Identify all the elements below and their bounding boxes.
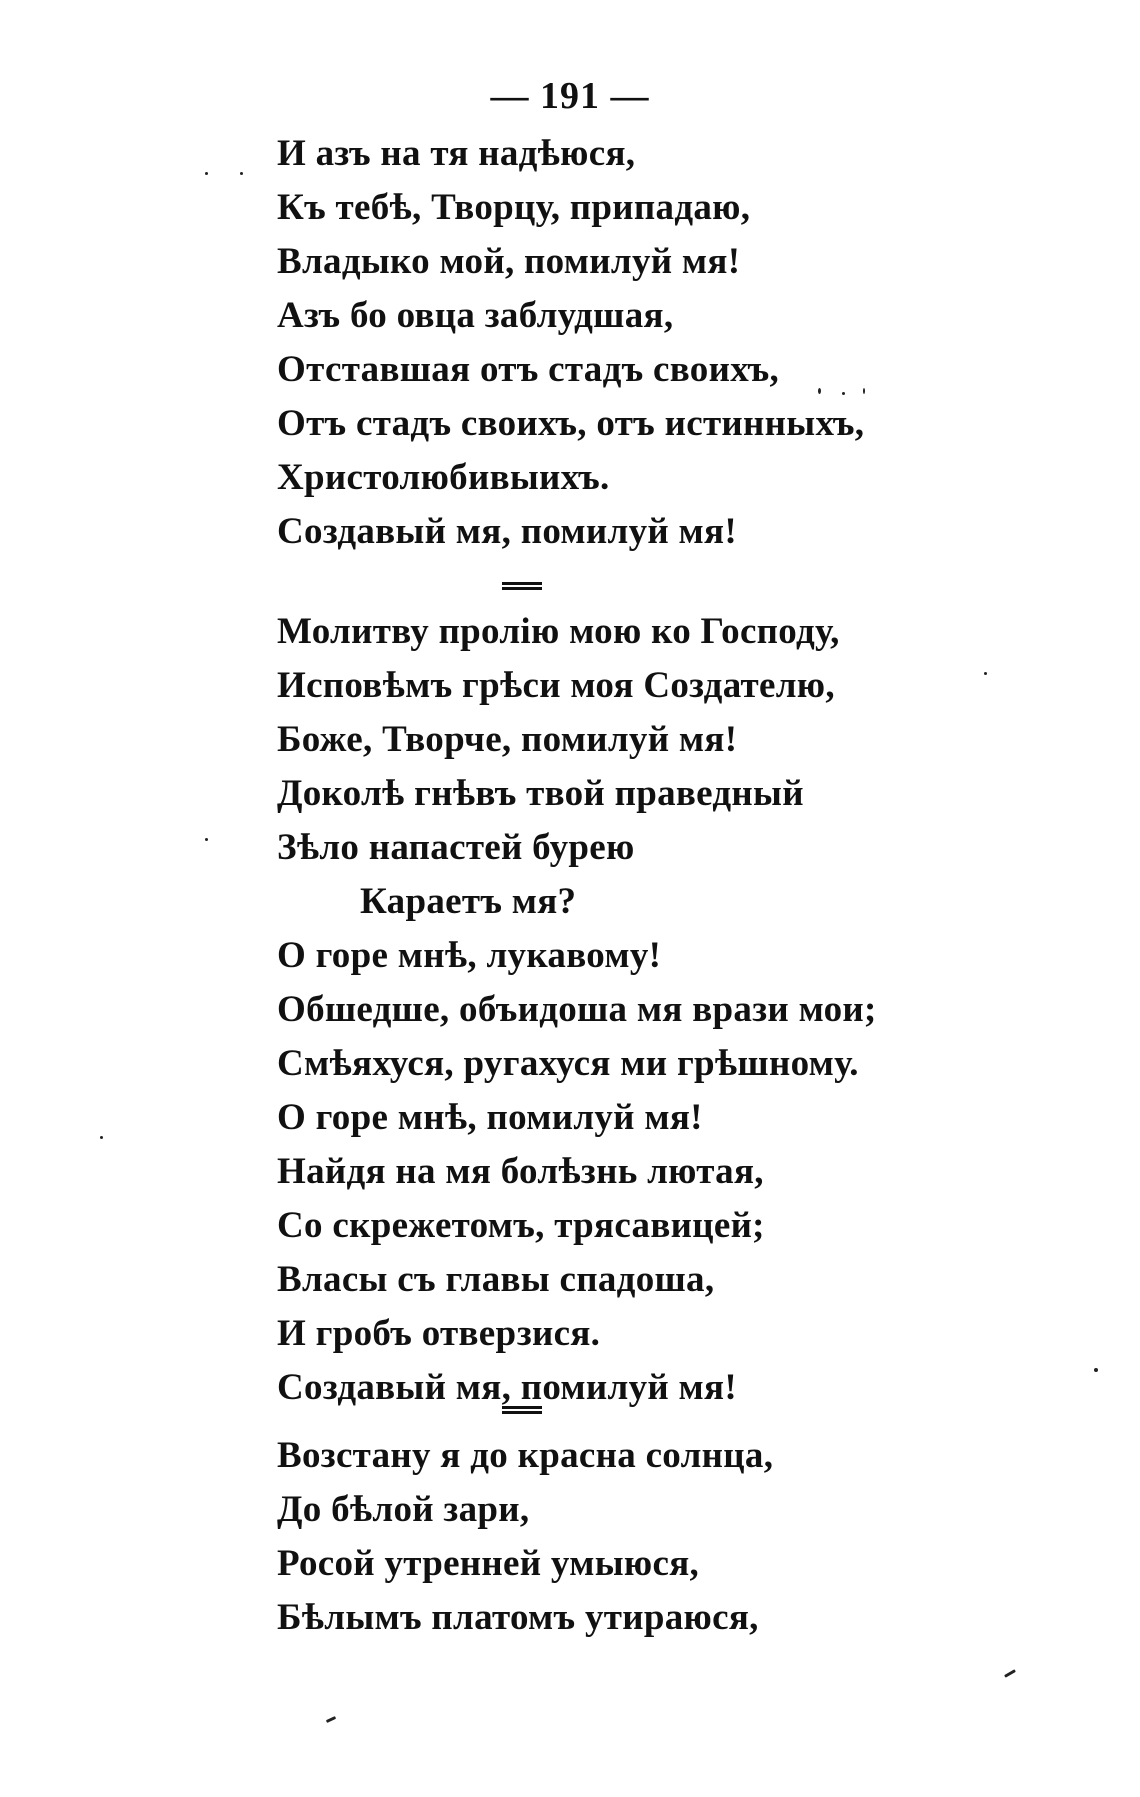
stanza-divider bbox=[502, 582, 542, 590]
verse-line: Владыко мой, помилуй мя! bbox=[277, 241, 741, 282]
scan-speck bbox=[205, 838, 208, 841]
scan-speck bbox=[1004, 1669, 1016, 1678]
verse-line: Создавый мя, помилуй мя! bbox=[277, 511, 737, 552]
scan-speck bbox=[863, 388, 865, 394]
verse-line: Исповѣмъ грѣси моя Создателю, bbox=[277, 665, 835, 706]
scan-speck bbox=[240, 172, 243, 175]
scan-speck bbox=[818, 388, 821, 394]
verse-line: И гробъ отверзися. bbox=[277, 1313, 601, 1354]
verse-line: Зѣло напастей бурею bbox=[277, 827, 635, 868]
scan-speck bbox=[100, 1136, 103, 1139]
verse-line: Доколѣ гнѣвъ твой праведный bbox=[277, 773, 804, 814]
scan-speck bbox=[984, 672, 987, 675]
verse-line: Отставшая отъ стадъ своихъ, bbox=[277, 349, 780, 390]
verse-line: Отъ стадъ своихъ, отъ истинныхъ, bbox=[277, 403, 865, 444]
page-number: — 191 — bbox=[490, 75, 650, 117]
verse-line: Найдя на мя болѣзнь лютая, bbox=[277, 1151, 764, 1192]
scan-speck bbox=[1094, 1368, 1098, 1372]
stanza-divider bbox=[502, 1406, 542, 1414]
verse-line: Обшедше, объидоша мя врази мои; bbox=[277, 989, 877, 1030]
verse-line: И азъ на тя надѣюся, bbox=[277, 133, 636, 174]
scan-speck bbox=[326, 1716, 336, 1723]
verse-line: О горе мнѣ, лукавому! bbox=[277, 935, 662, 976]
verse-line: Со скрежетомъ, трясавицей; bbox=[277, 1205, 765, 1246]
verse-line: Власы съ главы спадоша, bbox=[277, 1259, 715, 1300]
verse-line: Христолюбивыихъ. bbox=[277, 457, 610, 498]
verse-line: Росой утренней умыюся, bbox=[277, 1543, 700, 1584]
verse-line: Молитву пролію мою ко Господу, bbox=[277, 611, 840, 652]
verse-line: Азъ бо овца заблудшая, bbox=[277, 295, 674, 336]
scan-speck bbox=[205, 172, 208, 175]
verse-line: О горе мнѣ, помилуй мя! bbox=[277, 1097, 703, 1138]
verse-line: Боже, Творче, помилуй мя! bbox=[277, 719, 738, 760]
verse-line: Къ тебѣ, Творцу, припадаю, bbox=[277, 187, 751, 228]
verse-line: До бѣлой зари, bbox=[277, 1489, 530, 1530]
verse-line: Караетъ мя? bbox=[360, 881, 577, 922]
verse-line: Возстану я до красна солнца, bbox=[277, 1435, 774, 1476]
verse-line: Создавый мя, помилуй мя! bbox=[277, 1367, 737, 1408]
scan-speck bbox=[842, 392, 845, 395]
verse-line: Бѣлымъ платомъ утираюся, bbox=[277, 1597, 759, 1638]
verse-line: Смѣяхуся, ругахуся ми грѣшному. bbox=[277, 1043, 859, 1084]
